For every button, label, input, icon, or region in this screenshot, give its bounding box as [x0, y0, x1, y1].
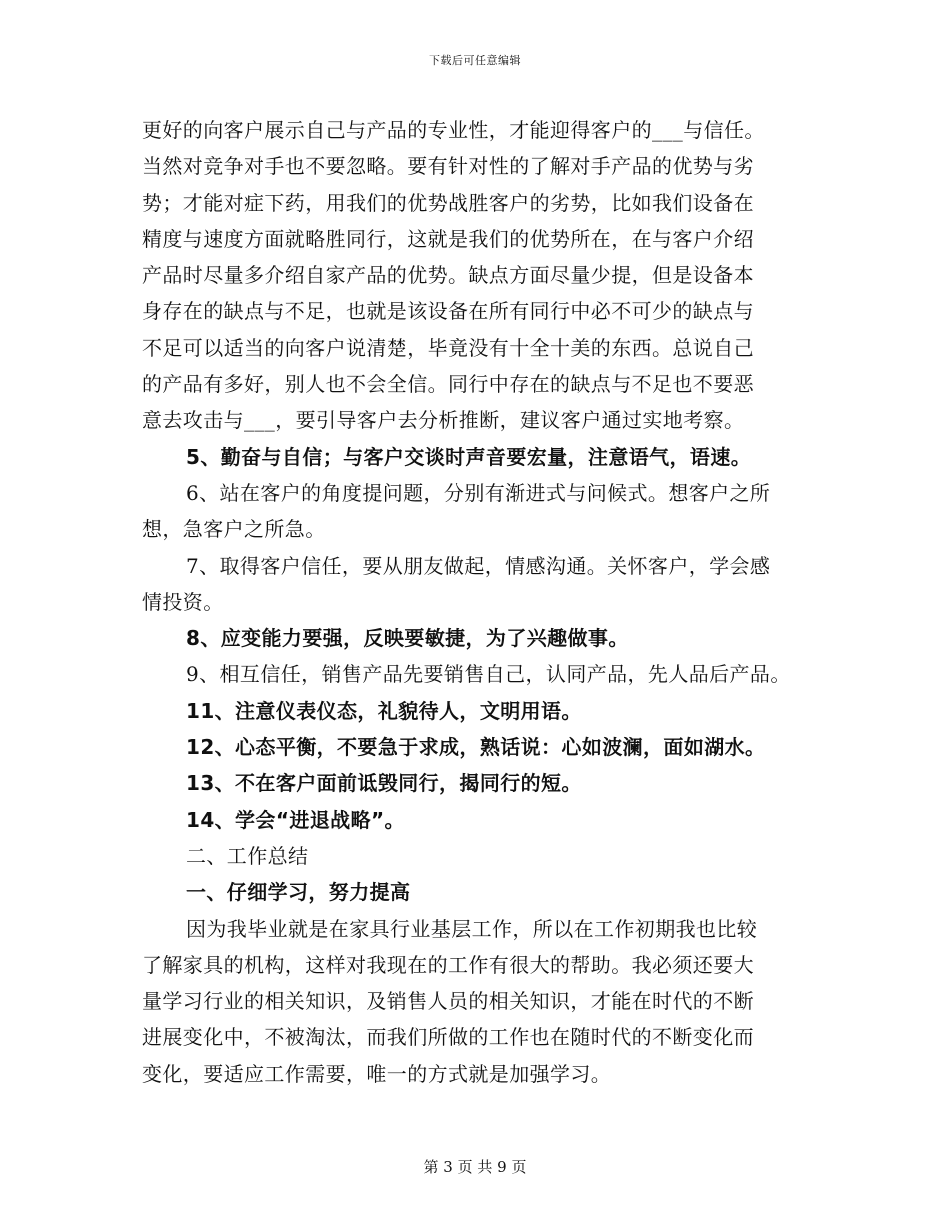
text-line: 二、工作总结: [186, 843, 309, 868]
text-line: 变化，要适应工作需要，唯一的方式就是加强学习。: [142, 1061, 612, 1086]
text-line: 身存在的缺点与不足，也就是该设备在所有同行中必不可少的缺点与: [142, 299, 754, 324]
text-line: 不足可以适当的向客户说清楚，毕竟没有十全十美的东西。总说自己: [142, 335, 754, 360]
text-line: 进展变化中，不被淘汰，而我们所做的工作也在随时代的不断变化而: [142, 1025, 754, 1050]
text-line: 产品时尽量多介绍自家产品的优势。缺点方面尽量少提，但是设备本: [142, 263, 754, 288]
text-line: 精度与速度方面就略胜同行，这就是我们的优势所在，在与客户介绍: [142, 226, 754, 251]
text-line: 了解家具的机构，这样对我现在的工作有很大的帮助。我必须还要大: [142, 952, 754, 977]
text-line: 意去攻击与___，要引导客户去分析推断，建议客户通过实地考察。: [142, 408, 745, 433]
text-line: 因为我毕业就是在家具行业基层工作，所以在工作初期我也比较: [186, 916, 758, 941]
text-line: 12、心态平衡，不要急于求成，熟话说：心如波澜，面如湖水。: [186, 735, 766, 760]
text-line: 势；才能对症下药，用我们的优势战胜客户的劣势，比如我们设备在: [142, 190, 754, 215]
text-line: 11、注意仪表仪态，礼貌待人，文明用语。: [186, 698, 582, 723]
text-line: 想，急客户之所急。: [142, 517, 326, 542]
text-line: 一、仔细学习，努力提高: [186, 880, 411, 905]
page-header: 下载后可任意编辑: [429, 54, 521, 67]
text-line: 9、相互信任，销售产品先要销售自己，认同产品，先人品后产品。: [186, 662, 791, 687]
text-line: 8、应变能力要强，反映要敏捷，为了兴趣做事。: [186, 626, 629, 651]
text-line: 情投资。: [142, 589, 224, 614]
text-line: 量学习行业的相关知识，及销售人员的相关知识，才能在时代的不断: [142, 989, 754, 1014]
text-line: 的产品有多好，别人也不会全信。同行中存在的缺点与不足也不要恶: [142, 372, 754, 397]
document-body: [142, 112, 812, 1092]
text-line: 5、勤奋与自信；与客户交谈时声音要宏量，注意语气，语速。: [186, 444, 752, 469]
text-line: 13、不在客户面前诋毁同行，揭同行的短。: [186, 771, 582, 796]
text-line: 14、学会“进退战略”。: [186, 807, 405, 832]
text-line: 6、站在客户的角度提问题，分别有渐进式与问候式。想客户之所: [186, 480, 771, 505]
text-line: 更好的向客户展示自己与产品的专业性，才能迎得客户的___与信任。: [142, 118, 765, 142]
text-line: 7、取得客户信任，要从朋友做起，情感沟通。关怀客户，学会感: [186, 553, 771, 578]
text-line: 当然对竞争对手也不要忽略。要有针对性的了解对手产品的优势与劣: [142, 154, 754, 179]
page-footer: 第 3 页 共 9 页: [423, 1158, 527, 1176]
